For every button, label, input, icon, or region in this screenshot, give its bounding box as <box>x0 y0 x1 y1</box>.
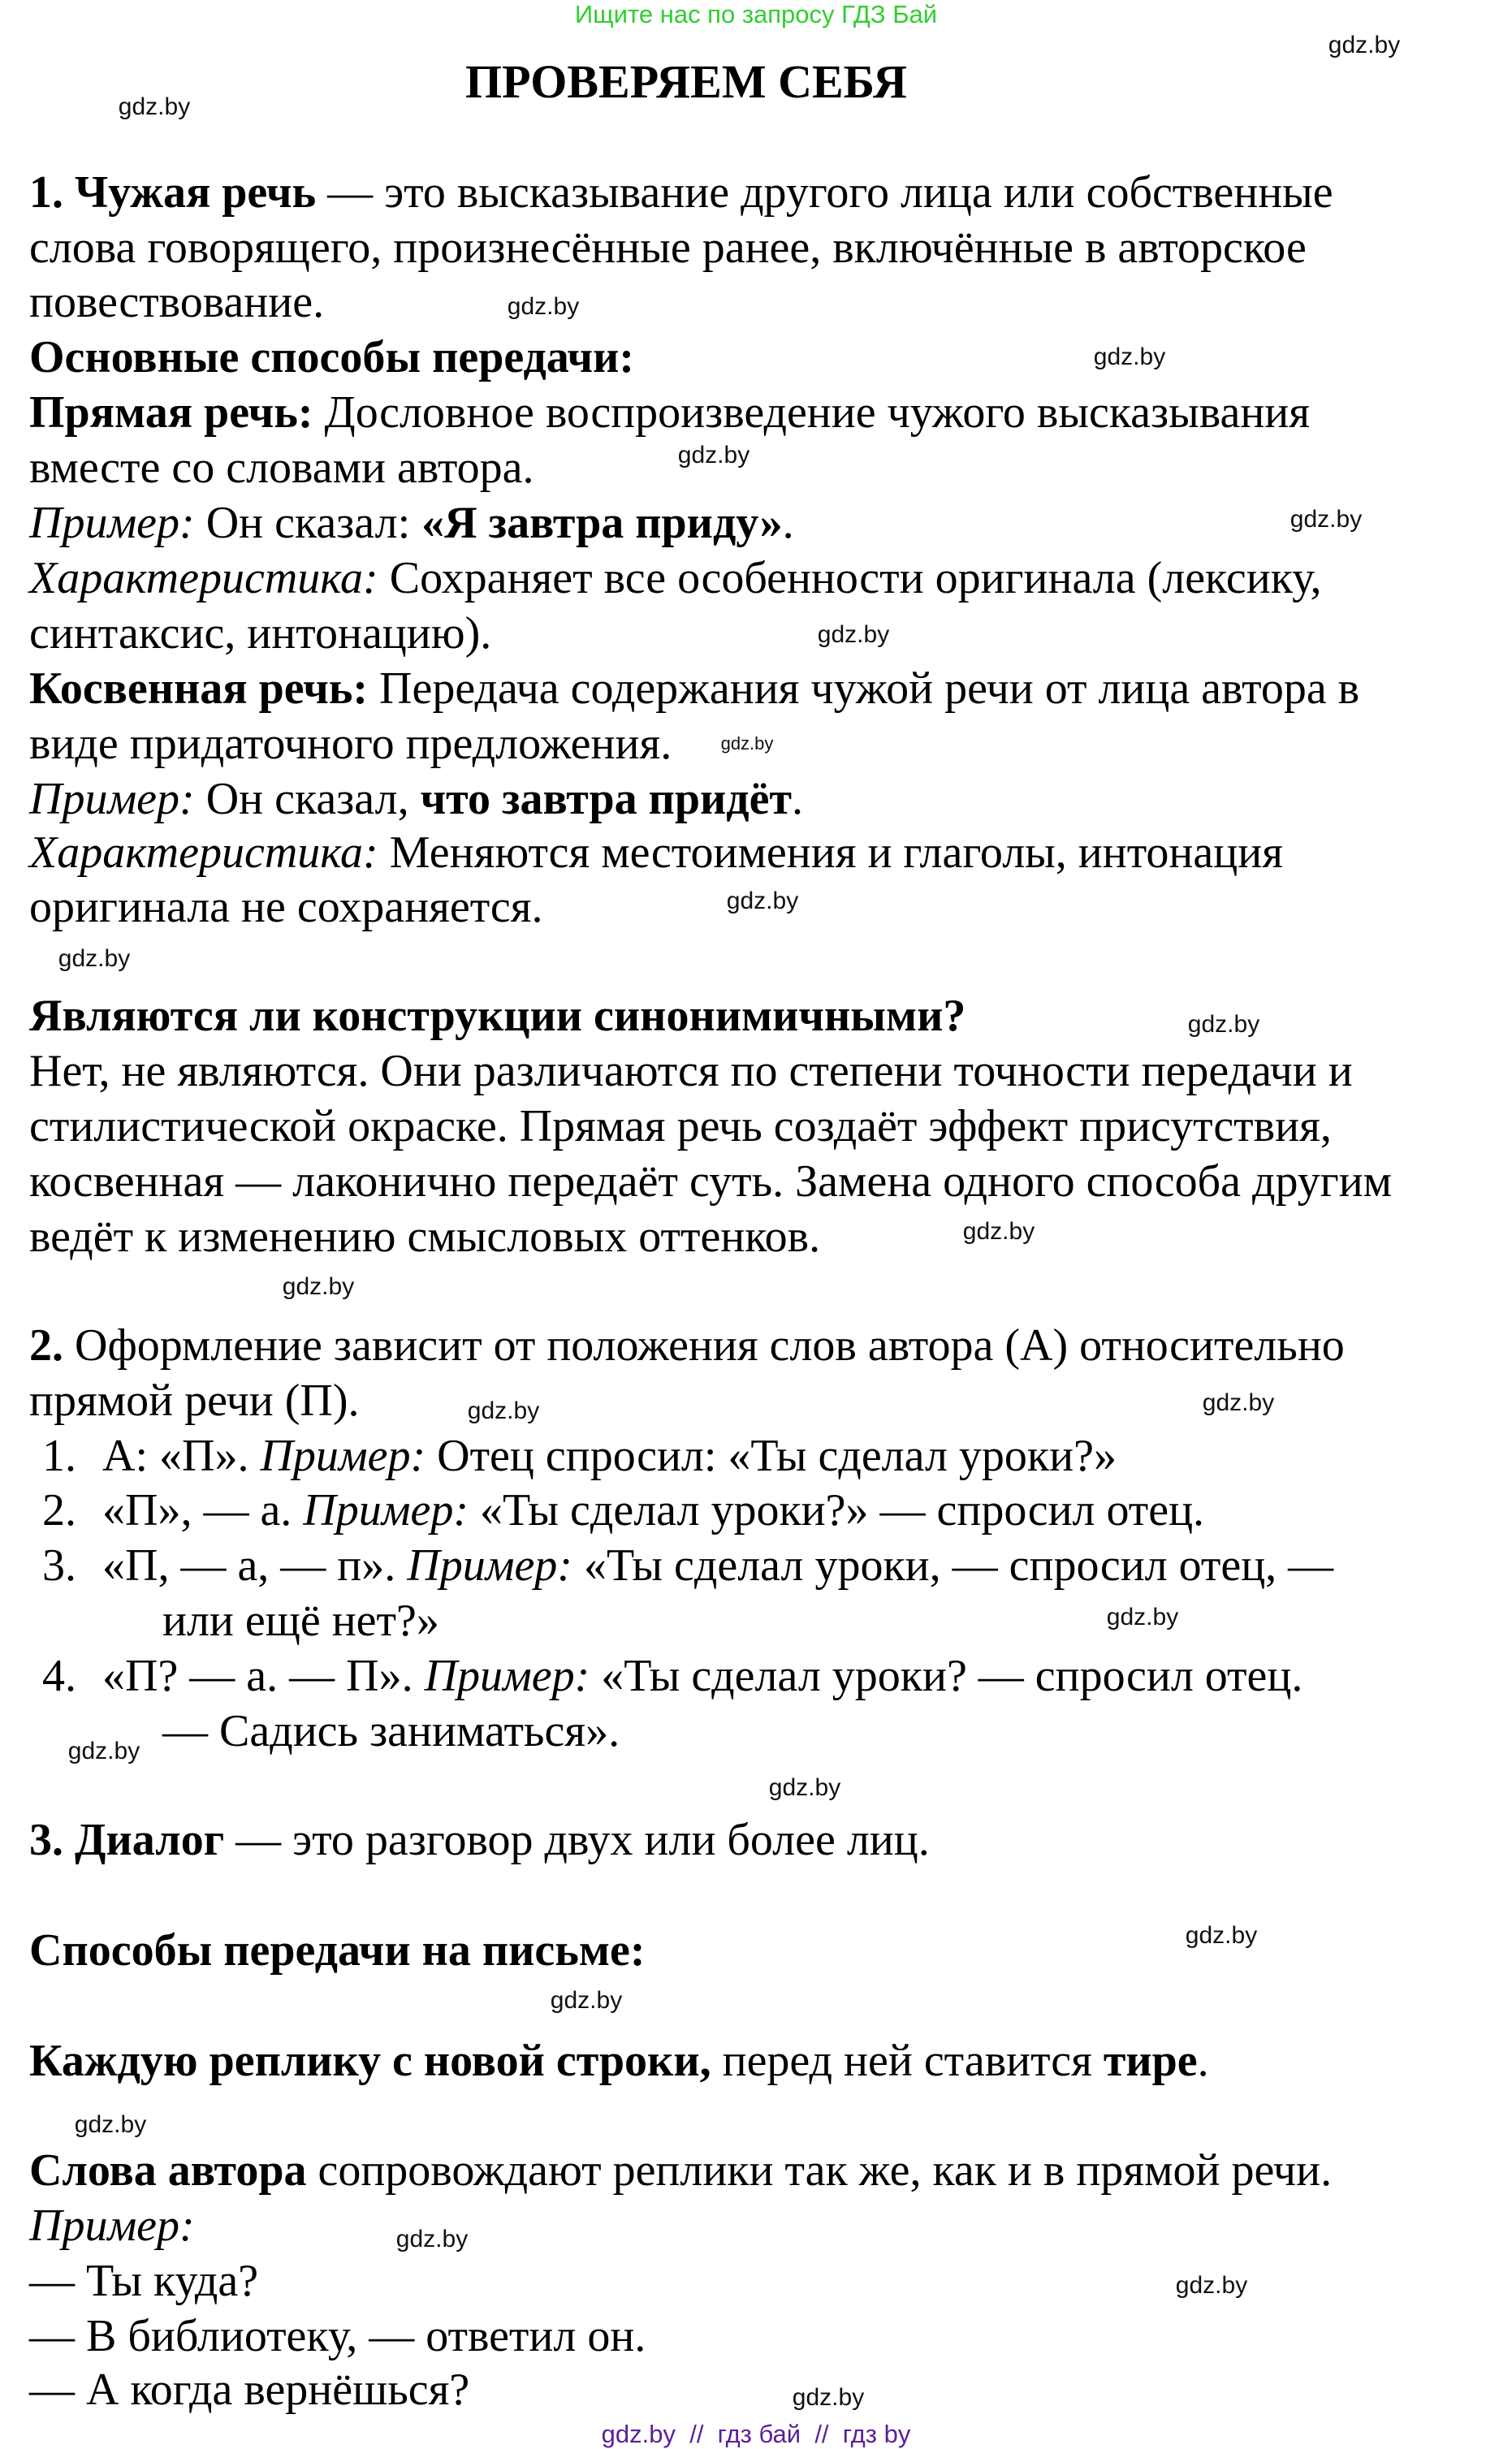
text-line <box>29 1043 1353 1099</box>
watermark-text: gdz.by <box>58 945 131 972</box>
text-segment: Передача содержания чужой речи от лица автора в <box>368 663 1360 714</box>
text-line <box>29 1154 1392 1209</box>
text-segment: . <box>782 498 794 548</box>
list-number: 4. <box>42 1651 76 1701</box>
text-line <box>29 1923 646 1978</box>
text-line <box>29 1812 930 1868</box>
text-line <box>162 1593 439 1648</box>
text-line <box>162 1704 620 1759</box>
text-segment: оригинала не сохраняется. <box>29 882 543 932</box>
text-line <box>29 220 1307 275</box>
text-segment: перед ней ставится <box>711 2036 1104 2086</box>
text-segment: — В библиотеку, — ответил он. <box>29 2311 646 2361</box>
list-item <box>42 1428 1117 1484</box>
watermark-text: gdz.by <box>1106 1604 1179 1631</box>
text-segment: прямой речи (П). <box>29 1376 360 1426</box>
watermark-text: gdz.by <box>67 1738 140 1764</box>
text-segment: вместе со словами автора. <box>29 443 534 493</box>
watermark-text: gdz.by <box>1202 1389 1275 1416</box>
text-line <box>29 1099 1332 1154</box>
watermark-text: gdz.by <box>720 733 774 754</box>
list-number: 3. <box>42 1540 76 1591</box>
bold-text: 2. <box>29 1320 63 1371</box>
bold-text: что завтра придёт <box>420 774 792 824</box>
text-segment: «П», — а. <box>102 1485 304 1535</box>
text-segment: — А когда вернёшься? <box>29 2365 470 2415</box>
text-segment: косвенная — лаконично передаёт суть. Замена одного способа другим <box>29 1156 1393 1207</box>
watermark-text: gdz.by <box>792 2384 865 2411</box>
bold-text: Прямая речь: <box>29 387 313 438</box>
watermark-text: gdz.by <box>74 2111 147 2138</box>
text-segment: — это высказывание другого лица или собственные <box>316 167 1333 218</box>
text-segment: ведёт к изменению смысловых оттенков. <box>29 1212 821 1262</box>
bold-text: тире <box>1103 2036 1198 2086</box>
italic-text: Пример: <box>424 1651 590 1701</box>
list-item <box>42 1483 1205 1538</box>
watermark-text: gdz.by <box>1185 1922 1258 1949</box>
list-item <box>42 1648 1303 1704</box>
watermark-text: gdz.by <box>726 888 799 914</box>
text-segment: «Ты сделал уроки? — спросил отец. <box>590 1651 1303 1701</box>
italic-text: Характеристика: <box>29 553 378 603</box>
watermark-text: gdz.by <box>1187 1011 1260 1038</box>
text-segment: стилистической окраске. Прямая речь создаёт эффект присутствия, <box>29 1101 1332 1151</box>
watermark-text: gdz.by <box>768 1774 841 1801</box>
list-item <box>42 1538 1334 1593</box>
bold-text: «Я завтра приду» <box>421 498 783 548</box>
text-line <box>29 716 672 771</box>
italic-text: Пример: <box>29 498 195 548</box>
bold-text: Способы передачи на письме: <box>29 1925 646 1976</box>
bold-text: 1. Чужая речь <box>29 167 317 218</box>
watermark-text: gdz.by <box>1093 343 1166 370</box>
watermark-text: gdz.by <box>118 93 191 120</box>
text-line <box>29 771 803 827</box>
text-segment: сопровождают реплики так же, как и в прямой речи. <box>306 2145 1333 2196</box>
page-title: ПРОВЕРЯЕМ СЕБЯ <box>465 55 907 108</box>
text-segment: Оформление зависит от положения слов автора (А) относительно <box>63 1320 1345 1371</box>
footer-watermark: gdz.by // гдз бай // гдз by <box>601 2420 911 2448</box>
text-line <box>29 879 543 935</box>
text-line <box>29 165 1333 220</box>
bold-text: Косвенная речь: <box>29 663 369 714</box>
watermark-text: gdz.by <box>467 1397 540 1424</box>
text-line <box>29 1318 1345 1373</box>
text-line <box>29 2253 258 2309</box>
text-line <box>29 2198 195 2253</box>
bold-text: Каждую реплику с новой строки, <box>29 2036 711 2086</box>
watermark-text: gdz.by <box>507 293 580 320</box>
text-segment: А: «П». <box>102 1431 261 1481</box>
watermark-text: gdz.by <box>282 1273 355 1300</box>
text-segment: Он сказал: <box>194 498 422 548</box>
list-number: 1. <box>42 1431 76 1481</box>
bold-text: Слова автора <box>29 2145 307 2196</box>
text-segment: синтаксис, интонацию). <box>29 608 492 659</box>
watermark-text: gdz.by <box>677 442 750 469</box>
bold-text: Основные способы передачи: <box>29 332 635 382</box>
text-line <box>29 1373 359 1428</box>
watermark-text: gdz.by <box>817 621 890 648</box>
text-segment: «Ты сделал уроки?» — спросил отец. <box>468 1485 1205 1535</box>
text-line <box>29 2143 1332 2198</box>
text-segment: — Садись заниматься». <box>162 1706 620 1756</box>
text-segment: «Ты сделал уроки, — спросил отец, — <box>572 1540 1334 1591</box>
text-segment: . <box>1197 2036 1209 2086</box>
text-line <box>29 2362 469 2417</box>
italic-text: Пример: <box>29 774 195 824</box>
text-segment: слова говорящего, произнесённые ранее, включённые в авторское <box>29 222 1307 273</box>
text-segment: Дословное воспроизведение чужого высказывания <box>313 387 1311 438</box>
bold-text: Являются ли конструкции синонимичными? <box>29 991 966 1041</box>
text-line <box>29 825 1283 880</box>
watermark-text: gdz.by <box>550 1987 623 2014</box>
text-segment: «П, — а, — п». <box>102 1540 408 1591</box>
text-segment: Сохраняет все особенности оригинала (лексику, <box>378 553 1322 603</box>
text-line <box>29 1209 820 1264</box>
italic-text: Пример: <box>260 1431 426 1481</box>
text-line <box>29 2309 646 2364</box>
text-line <box>29 330 634 385</box>
watermark-text: gdz.by <box>962 1218 1035 1245</box>
text-line <box>29 440 534 495</box>
text-line <box>29 661 1359 716</box>
list-number: 2. <box>42 1485 76 1535</box>
text-segment: — это разговор двух или более лиц. <box>224 1815 930 1865</box>
text-segment: — Ты куда? <box>29 2256 259 2306</box>
watermark-text: gdz.by <box>1290 506 1363 533</box>
text-line <box>29 274 324 330</box>
text-segment: . <box>792 774 803 824</box>
text-segment: Нет, не являются. Они различаются по степени точности передачи и <box>29 1046 1353 1096</box>
watermark-text: gdz.by <box>395 2226 469 2252</box>
text-segment: Он сказал, <box>194 774 421 824</box>
text-segment: Отец спросил: «Ты сделал уроки?» <box>426 1431 1117 1481</box>
text-line <box>29 988 966 1043</box>
text-line <box>29 495 794 551</box>
text-line <box>29 551 1322 606</box>
text-segment: виде придаточного предложения. <box>29 719 672 769</box>
bold-text: 3. Диалог <box>29 1815 225 1865</box>
text-segment: Меняются местоимения и глаголы, интонация <box>378 827 1283 878</box>
text-line <box>29 606 491 661</box>
search-banner: Ищите нас по запросу ГДЗ Бай <box>574 0 938 28</box>
text-segment: повествование. <box>29 277 325 327</box>
italic-text: Пример: <box>303 1485 469 1535</box>
watermark-text: gdz.by <box>1328 32 1401 58</box>
text-segment: или ещё нет?» <box>162 1596 439 1646</box>
text-line <box>29 385 1310 440</box>
watermark-text: gdz.by <box>1175 2272 1248 2299</box>
italic-text: Пример: <box>407 1540 572 1591</box>
italic-text: Характеристика: <box>29 827 378 878</box>
italic-text: Пример: <box>29 2201 195 2251</box>
text-line <box>29 2033 1209 2088</box>
text-segment: «П? — а. — П». <box>102 1651 425 1701</box>
